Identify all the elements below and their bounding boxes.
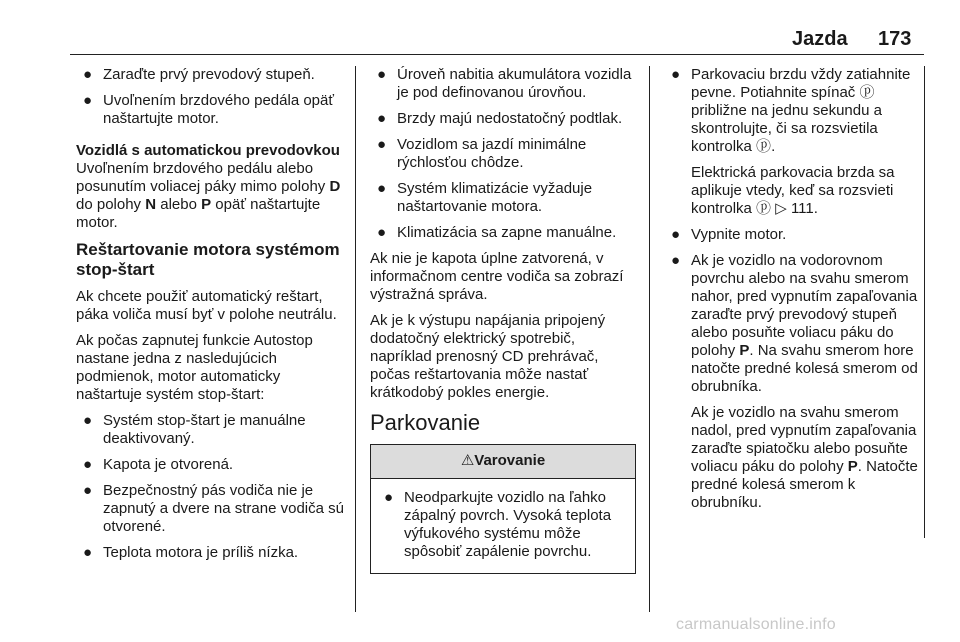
power-outlet-paragraph: Ak je k výstupu napájania pripojený dodatočný elektrický spotrebič, napríklad prenosný CD prehrávač, počas reštartovania môže nastať krátkodobý pokles energie.	[370, 312, 606, 401]
list-item: ● Zaraďte prvý prevodový stupeň.	[83, 66, 315, 83]
list-item: ● Systém klimatizácie vyžaduje naštartovanie motora.	[377, 180, 593, 215]
bullet-icon: ●	[83, 456, 93, 473]
section-heading-restart: Reštartovanie motora systémom stop-štart	[76, 240, 340, 279]
bullet-icon: ●	[83, 482, 93, 499]
list-item: ● Neodparkujte vozidlo na ľahko zápalný povrch. Vysoká teplota výfukového systému môže spôsobiť zapálenie povrchu.	[384, 489, 612, 560]
list-item: ● Brzdy majú nedostatočný podtlak.	[377, 110, 623, 127]
column-3	[664, 66, 920, 520]
parking-brake-icon: ⓟ	[756, 138, 772, 155]
column-divider-3	[924, 66, 925, 538]
column-divider-2	[649, 66, 650, 612]
parking-brake-icon: ⓟ	[756, 200, 772, 217]
warning-box	[370, 444, 636, 574]
bullet-icon: ●	[377, 110, 387, 127]
hood-warning-paragraph: Ak nie je kapota úplne zatvorená, v informačnom centre vodiča sa zobrazí výstražná správa.	[370, 250, 624, 303]
bullet-icon: ●	[671, 252, 681, 269]
bullet-icon: ●	[384, 489, 394, 506]
bullet-icon: ●	[377, 66, 387, 83]
slope-down-paragraph: Ak je vozidlo na svahu smerom nadol, pred vypnutím zapaľovania zaraďte spiatočku alebo posuňte voliacu páku do polohy P. Natočte predné kolesá smerom k obrubníku.	[691, 404, 918, 511]
bullet-icon: ●	[83, 66, 93, 83]
bullet-icon: ●	[83, 412, 93, 429]
page-reference-arrow-icon: ▷	[775, 200, 787, 217]
list-item: ● Úroveň nabitia akumulátora vozidla je pod definovanou úrovňou.	[377, 66, 632, 101]
restart-paragraph-2: Ak počas zapnutej funkcie Autostop nastane jedna z nasledujúcich podmienok, motor automaticky naštartuje systém stop-štart:	[76, 332, 313, 403]
section-heading-automatic: Vozidlá s automatickou prevodovkou	[76, 142, 340, 159]
parking-brake-icon: ⓟ	[859, 84, 875, 101]
bullet-icon: ●	[671, 66, 681, 83]
section-heading-parking: Parkovanie	[370, 410, 481, 435]
list-item: ● Kapota je otvorená.	[83, 456, 234, 473]
bullet-icon: ●	[83, 544, 93, 561]
bullet-icon: ●	[83, 92, 93, 109]
warning-icon: ⚠	[460, 452, 475, 469]
list-item: ● Vypnite motor.	[671, 226, 787, 243]
restart-paragraph-1: Ak chcete použiť automatický reštart, páka voliča musí byť v polohe neutrálu.	[76, 288, 337, 323]
bullet-icon: ●	[377, 180, 387, 197]
bullet-icon: ●	[671, 226, 681, 243]
column-1	[76, 66, 344, 570]
watermark: carmanualsonline.info	[676, 616, 836, 633]
header-rule	[70, 54, 924, 55]
page-number: 173	[878, 28, 912, 50]
list-item: ● Parkovaciu brzdu vždy zatiahnite pevne. Potiahnite spínač ⓟ približne na jednu sekundu a skontrolujte, či sa rozsvietila kontrolka ⓟ.	[671, 66, 911, 155]
list-item: ● Vozidlom sa jazdí minimálne rýchlosťou chôdze.	[377, 136, 587, 171]
column-2	[370, 66, 636, 574]
bullet-icon: ●	[377, 136, 387, 153]
chapter-title: Jazda	[792, 28, 848, 50]
warning-title: ⚠Varovanie	[371, 445, 635, 479]
list-item: ● Bezpečnostný pás vodiča nie je zapnutý a dvere na strane vodiča sú otvorené.	[83, 482, 344, 535]
list-item: ● Ak je vozidlo na vodorovnom povrchu alebo na svahu smerom nahor, pred vypnutím zapaľovania zaraďte prvý prevodový stupeň alebo posuňte voliacu páku do polohy P. Na svahu smerom hore natočte predné kolesá smerom od obrubníka.	[671, 252, 918, 395]
list-item: ● Klimatizácia sa zapne manuálne.	[377, 224, 617, 241]
automatic-paragraph: Uvoľnením brzdového pedálu alebo posunutím voliacej páky mimo polohy D do polohy N alebo P opäť naštartujte motor.	[76, 160, 341, 231]
list-item: ● Teplota motora je príliš nízka.	[83, 544, 299, 561]
list-item: ● Systém stop-štart je manuálne deaktivovaný.	[83, 412, 306, 447]
parking-brake-continuation: Elektrická parkovacia brzda sa aplikuje vtedy, keď sa rozsvieti kontrolka ⓟ ▷ 111.	[691, 164, 895, 217]
list-item: ● Uvoľnením brzdového pedála opäť naštartujte motor.	[83, 92, 334, 127]
column-divider-1	[355, 66, 356, 612]
bullet-icon: ●	[377, 224, 387, 241]
